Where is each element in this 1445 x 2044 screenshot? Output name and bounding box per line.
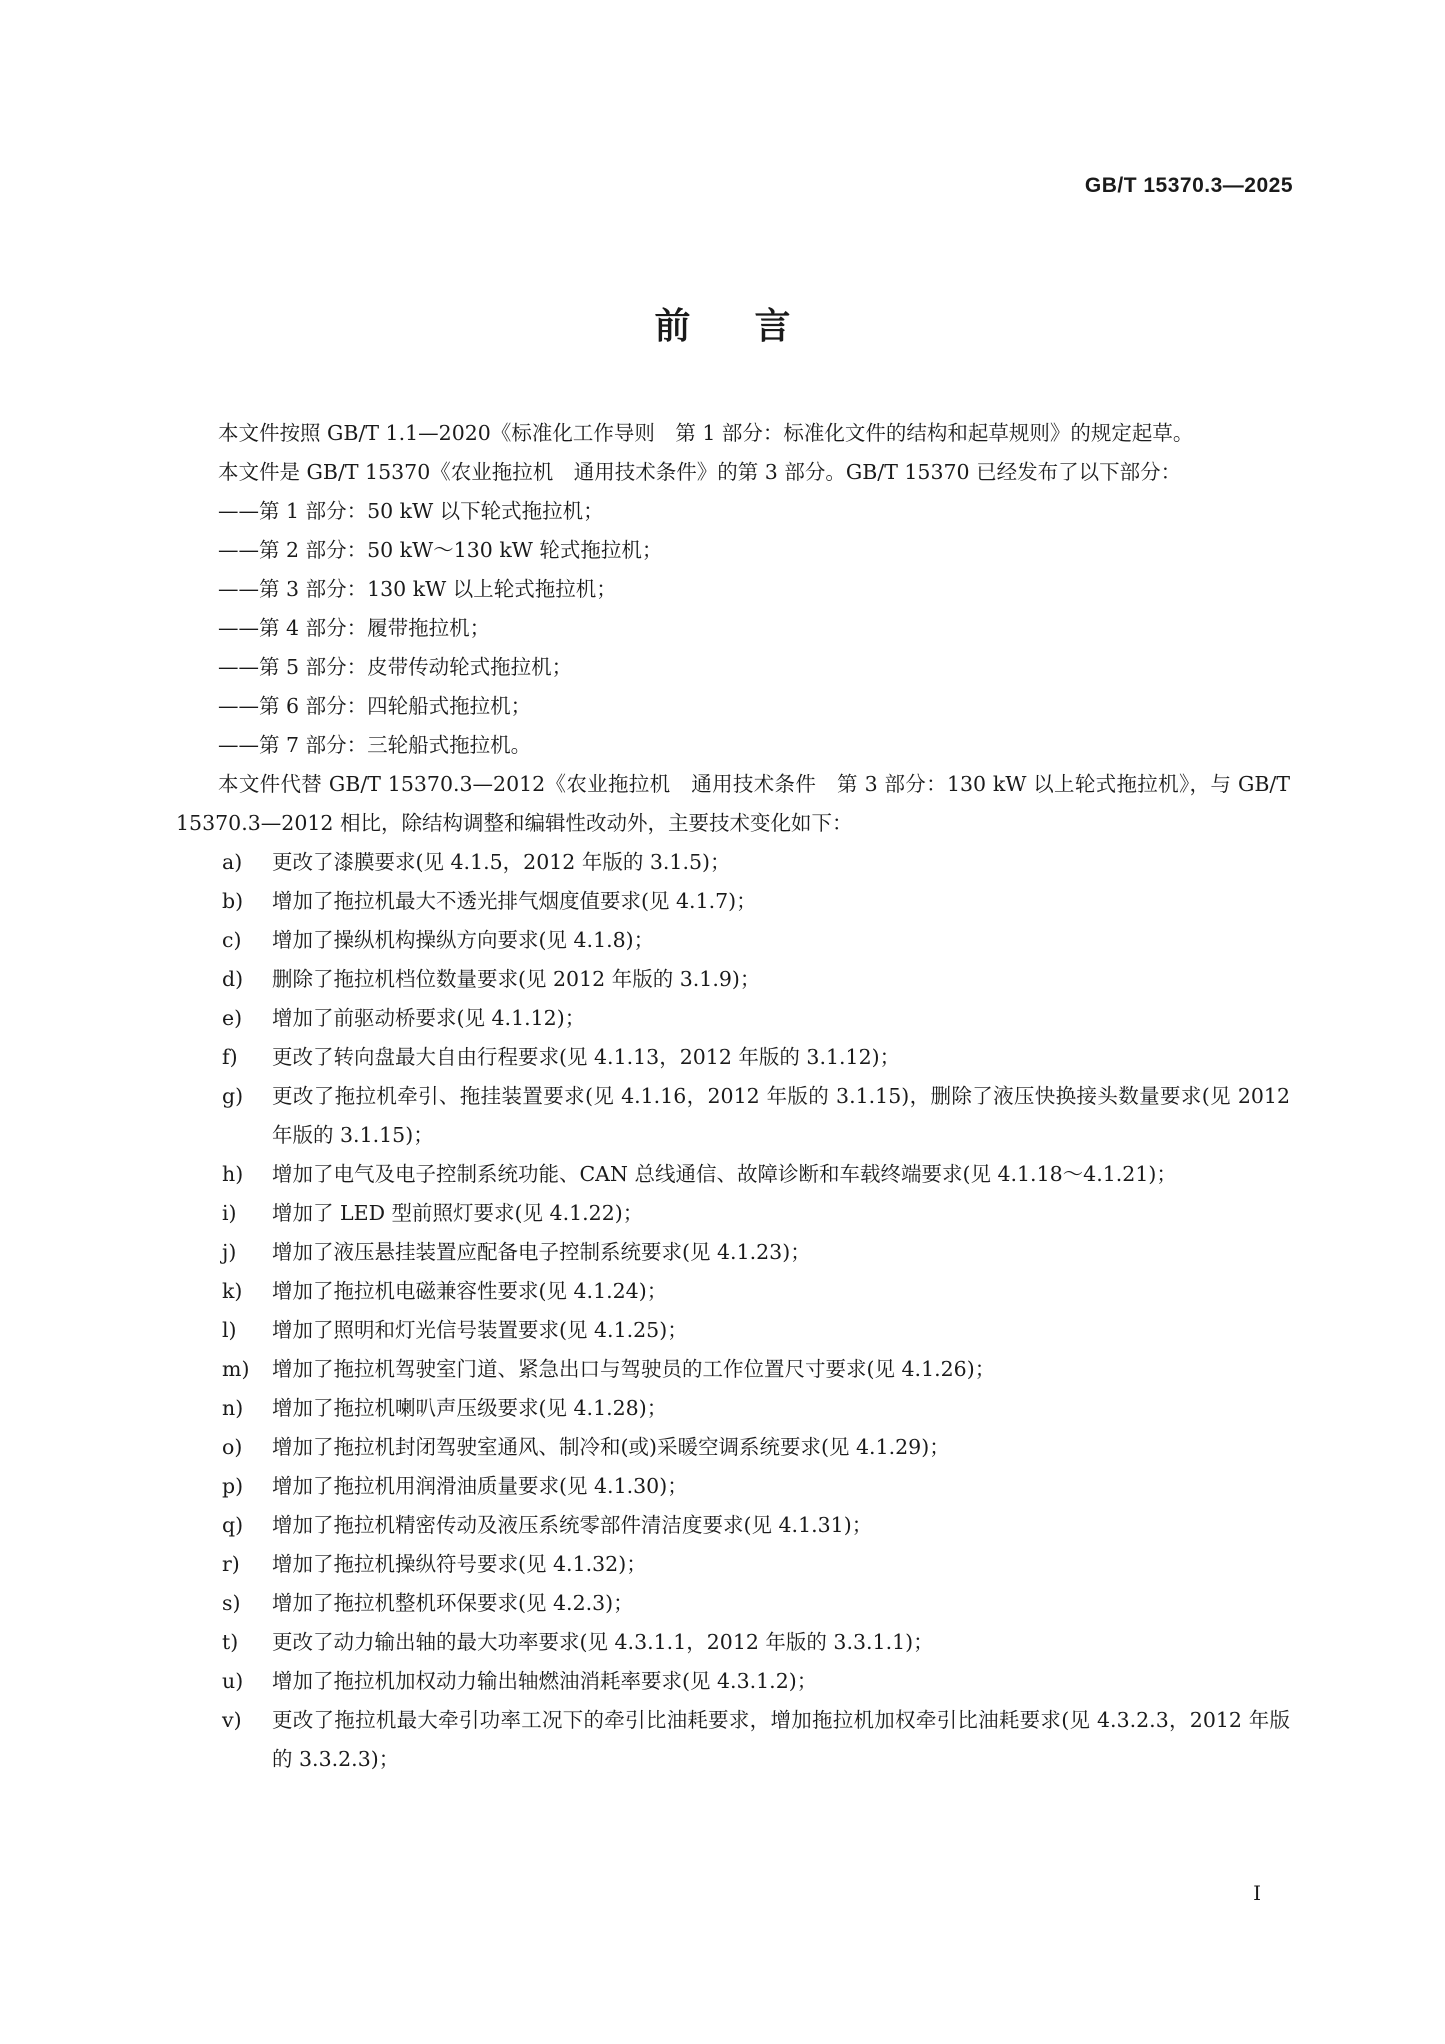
- change-item: [176, 843, 1290, 882]
- change-marker: a): [222, 850, 243, 874]
- change-text: 增加了照明和灯光信号装置要求(见 4.1.25)；: [272, 1318, 688, 1342]
- change-item: [176, 1194, 1290, 1233]
- change-item: [176, 921, 1290, 960]
- change-item: [176, 1311, 1290, 1350]
- change-text: 增加了拖拉机封闭驾驶室通风、制冷和(或)采暖空调系统要求(见 4.1.29)；: [272, 1435, 950, 1459]
- change-marker: r): [222, 1552, 240, 1576]
- change-item: [176, 1428, 1290, 1467]
- parts-list: [176, 492, 1290, 765]
- change-text: 更改了转向盘最大自由行程要求(见 4.1.13，2012 年版的 3.1.12)；: [272, 1045, 901, 1069]
- change-item: [176, 1272, 1290, 1311]
- standard-code: GB/T 15370.3—2025: [1084, 174, 1293, 197]
- change-item: [176, 999, 1290, 1038]
- change-text: 增加了液压悬挂装置应配备电子控制系统要求(见 4.1.23)；: [272, 1240, 811, 1264]
- change-text: 增加了拖拉机整机环保要求(见 4.2.3)；: [272, 1591, 634, 1615]
- change-marker: m): [222, 1357, 250, 1381]
- change-item: [176, 1077, 1290, 1155]
- intro-paragraph: 本文件是 GB/T 15370《农业拖拉机 通用技术条件》的第 3 部分。GB/T 15370 已经发布了以下部分：: [218, 460, 1182, 484]
- change-text: 增加了拖拉机加权动力输出轴燃油消耗率要求(见 4.3.1.2)；: [272, 1669, 818, 1693]
- list-item: ——第 4 部分：履带拖拉机；: [218, 616, 491, 640]
- change-marker: j): [222, 1240, 237, 1264]
- list-item: ——第 2 部分：50 kW～130 kW 轮式拖拉机；: [218, 538, 663, 562]
- list-item: ——第 1 部分：50 kW 以下轮式拖拉机；: [218, 499, 604, 523]
- change-marker: g): [222, 1084, 244, 1108]
- change-marker: l): [222, 1318, 237, 1342]
- list-item: ——第 5 部分：皮带传动轮式拖拉机；: [218, 655, 573, 679]
- change-marker: f): [222, 1045, 238, 1069]
- change-item: [176, 882, 1290, 921]
- change-text: 增加了拖拉机电磁兼容性要求(见 4.1.24)；: [272, 1279, 668, 1303]
- change-item: [176, 1623, 1290, 1662]
- changes-list: [176, 843, 1290, 1779]
- change-marker: o): [222, 1435, 243, 1459]
- change-item: [176, 1233, 1290, 1272]
- change-item: [176, 1662, 1290, 1701]
- change-item: [176, 1506, 1290, 1545]
- change-marker: e): [222, 1006, 243, 1030]
- change-item: [176, 1467, 1290, 1506]
- change-item: [176, 1584, 1290, 1623]
- change-marker: i): [222, 1201, 237, 1225]
- change-marker: t): [222, 1630, 239, 1654]
- change-text: 增加了拖拉机喇叭声压级要求(见 4.1.28)；: [272, 1396, 668, 1420]
- change-text: 增加了电气及电子控制系统功能、CAN 总线通信、故障诊断和车载终端要求(见 4.1.18～4.1.21)；: [272, 1162, 1177, 1186]
- list-item: ——第 7 部分：三轮船式拖拉机。: [218, 733, 532, 757]
- change-text: 增加了前驱动桥要求(见 4.1.12)；: [272, 1006, 586, 1030]
- page-number: I: [1253, 1881, 1261, 1905]
- change-item: [176, 1038, 1290, 1077]
- change-text: 更改了拖拉机牵引、拖挂装置要求(见 4.1.16，2012 年版的 3.1.15)，删除了液压快换接头数量要求(见 2012 年版的 3.1.15)；: [272, 1084, 1290, 1147]
- change-marker: n): [222, 1396, 244, 1420]
- change-text: 增加了拖拉机最大不透光排气烟度值要求(见 4.1.7)；: [272, 889, 757, 913]
- change-text: 增加了拖拉机用润滑油质量要求(见 4.1.30)；: [272, 1474, 688, 1498]
- change-marker: b): [222, 889, 244, 913]
- change-marker: s): [222, 1591, 241, 1615]
- change-marker: c): [222, 928, 242, 952]
- change-marker: v): [222, 1708, 242, 1732]
- change-item: [176, 960, 1290, 999]
- change-item: [176, 1155, 1290, 1194]
- change-marker: h): [222, 1162, 244, 1186]
- change-marker: p): [222, 1474, 244, 1498]
- change-item: [176, 1389, 1290, 1428]
- change-text: 更改了动力输出轴的最大功率要求(见 4.3.1.1，2012 年版的 3.3.1.1)；: [272, 1630, 934, 1654]
- change-marker: u): [222, 1669, 244, 1693]
- preface-body: [176, 414, 1290, 1779]
- change-marker: k): [222, 1279, 243, 1303]
- change-text: 更改了漆膜要求(见 4.1.5，2012 年版的 3.1.5)；: [272, 850, 731, 874]
- change-item: [176, 1350, 1290, 1389]
- list-item: ——第 6 部分：四轮船式拖拉机；: [218, 694, 532, 718]
- page-title: 前言: [654, 306, 855, 347]
- list-item: ——第 3 部分：130 kW 以上轮式拖拉机；: [218, 577, 617, 601]
- change-marker: d): [222, 967, 244, 991]
- change-text: 增加了 LED 型前照灯要求(见 4.1.22)；: [272, 1201, 644, 1225]
- change-text: 增加了拖拉机操纵符号要求(见 4.1.32)；: [272, 1552, 647, 1576]
- intro-paragraph: 本文件按照 GB/T 1.1—2020《标准化工作导则 第 1 部分：标准化文件的结构和起草规则》的规定起草。: [218, 421, 1194, 445]
- change-text: 增加了拖拉机精密传动及液压系统零部件清洁度要求(见 4.1.31)；: [272, 1513, 873, 1537]
- change-item: [176, 1701, 1290, 1779]
- change-text: 增加了拖拉机驾驶室门道、紧急出口与驾驶员的工作位置尺寸要求(见 4.1.26)；: [272, 1357, 996, 1381]
- change-text: 增加了操纵机构操纵方向要求(见 4.1.8)；: [272, 928, 655, 952]
- change-text: 删除了拖拉机档位数量要求(见 2012 年版的 3.1.9)；: [272, 967, 761, 991]
- replaces-paragraph: 本文件代替 GB/T 15370.3—2012《农业拖拉机 通用技术条件 第 3 部分：130 kW 以上轮式拖拉机》，与 GB/T 15370.3—2012 相比，除结构调整和编辑性改动外，主要技术变化如下：: [176, 772, 1290, 835]
- change-text: 更改了拖拉机最大牵引功率工况下的牵引比油耗要求，增加拖拉机加权牵引比油耗要求(见 4.3.2.3，2012 年版的 3.3.2.3)；: [272, 1708, 1290, 1771]
- change-marker: q): [222, 1513, 244, 1537]
- change-item: [176, 1545, 1290, 1584]
